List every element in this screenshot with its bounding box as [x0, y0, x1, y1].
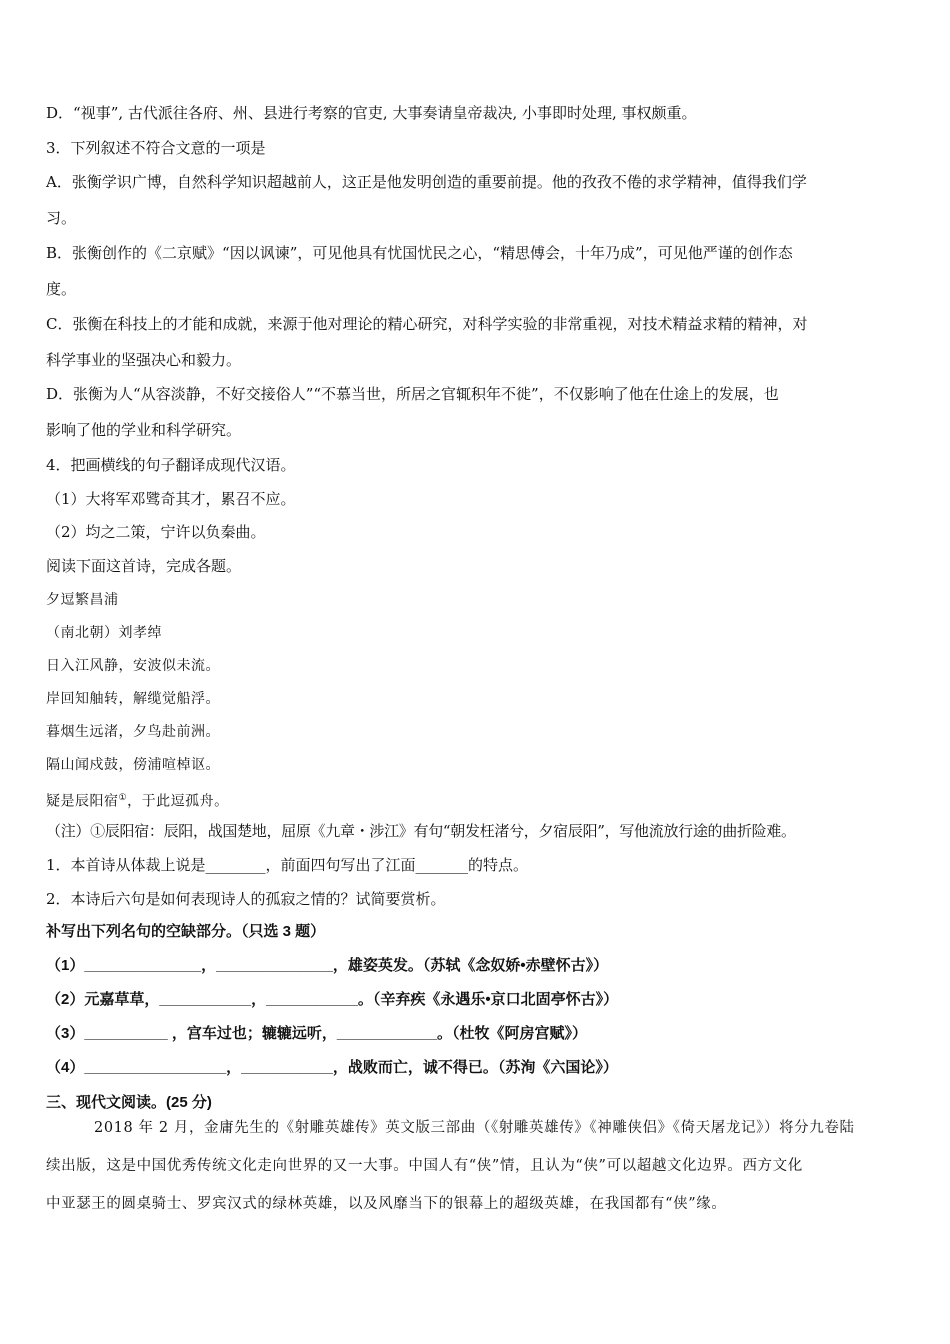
footnote-marker: ①	[118, 793, 128, 803]
fill-in-item-3: （3）__________ ，宫车过也；辘辘远听，____________。（杜牧《阿房宫赋》）	[46, 1025, 588, 1042]
q3-option-a-line2: 习。	[46, 209, 77, 227]
q4-sentence-2: （2）均之二策，宁许以负秦曲。	[46, 523, 266, 541]
q3-option-b-line1: B．张衡创作的《二京赋》“因以讽谏”，可见他具有忧国忧民之心，“精思傅会，十年乃成”，可见他严谨的创作态	[46, 244, 793, 262]
poem-intro: 阅读下面这首诗，完成各题。	[46, 557, 242, 575]
poem-question-2: 2．本诗后六句是如何表现诗人的孤寂之情的？试简要赏析。	[46, 890, 446, 908]
poem-question-1: 1．本首诗从体裁上说是________，前面四句写出了江面_______的特点。	[46, 856, 529, 874]
q3-stem: 3．下列叙述不符合文意的一项是	[46, 139, 266, 157]
q3-option-a-line1: A．张衡学识广博，自然科学知识超越前人，这正是他发明创造的重要前提。他的孜孜不倦的求学精神，值得我们学	[46, 173, 807, 191]
fill-in-item-4: （4）_________________，___________，战败而亡，诚不得已。（苏洵《六国论》）	[46, 1059, 618, 1076]
passage-line-2: 续出版，这是中国优秀传统文化走向世界的又一大事。中国人有“侠”情，且认为“侠”可以超越文化边界。西方文化	[46, 1158, 803, 1174]
passage-line-1: 2018 年 2 月，金庸先生的《射雕英雄传》英文版三部曲（《射雕英雄传》《神雕侠侣》《倚天屠龙记》）将分九卷陆	[94, 1120, 855, 1136]
q3-option-b-line2: 度。	[46, 280, 77, 298]
poem-line-2: 岸回知舳转，解缆觉船浮。	[46, 691, 220, 707]
poem-line-5-text: 疑是辰阳宿	[46, 793, 119, 810]
poem-line-4: 隔山闻戍鼓，傍浦喧棹讴。	[46, 757, 220, 773]
q4-stem: 4．把画横线的句子翻译成现代汉语。	[46, 456, 296, 474]
q2-option-d: D．“视事”, 古代派往各府、州、县进行考察的官吏, 大事奏请皇帝裁决, 小事即时处理, 事权颇重。	[46, 104, 697, 122]
passage-line-3: 中亚瑟王的圆桌骑士、罗宾汉式的绿林英雄，以及风靡当下的银幕上的超级英雄，在我国都有“侠”缘。	[46, 1196, 727, 1212]
fill-in-stem: 补写出下列名句的空缺部分。（只选 3 题）	[46, 923, 326, 940]
q3-option-c-line1: C．张衡在科技上的才能和成就，来源于他对理论的精心研究，对科学实验的非常重视，对技术精益求精的精神，对	[46, 315, 808, 333]
fill-in-item-1: （1）______________，______________，雄姿英发。（苏轼《念奴娇•赤壁怀古》）	[46, 957, 609, 974]
q3-option-c-line2: 科学事业的坚强决心和毅力。	[46, 351, 242, 369]
poem-author: （南北朝）刘孝绰	[46, 625, 162, 641]
poem-line-5	[46, 788, 229, 812]
q4-sentence-1: （1）大将军邓骘奇其才，累召不应。	[46, 490, 296, 508]
q3-option-d-line2: 影响了他的学业和科学研究。	[46, 421, 242, 439]
poem-line-5-end: ，于此逗孤舟。	[127, 793, 229, 810]
poem-line-3: 暮烟生远渚，夕鸟赴前洲。	[46, 724, 220, 740]
section-3-heading: 三、现代文阅读。(25 分)	[46, 1094, 212, 1111]
poem-line-1: 日入江风静，安波似未流。	[46, 658, 220, 674]
poem-note: （注）①辰阳宿：辰阳，战国楚地，屈原《九章・涉江》有句“朝发枉渚兮，夕宿辰阳”，写他流放行途的曲折险难。	[46, 822, 796, 840]
q3-option-d-line1: D．张衡为人“从容淡静，不好交接俗人”“不慕当世，所居之官辄积年不徙”，不仅影响了他在仕途上的发展，也	[46, 385, 779, 403]
fill-in-item-2: （2）元嘉草草，___________，___________。（辛弃疾《永遇乐•京口北固亭怀古》）	[46, 991, 619, 1008]
poem-title: 夕逗繁昌浦	[46, 592, 119, 608]
